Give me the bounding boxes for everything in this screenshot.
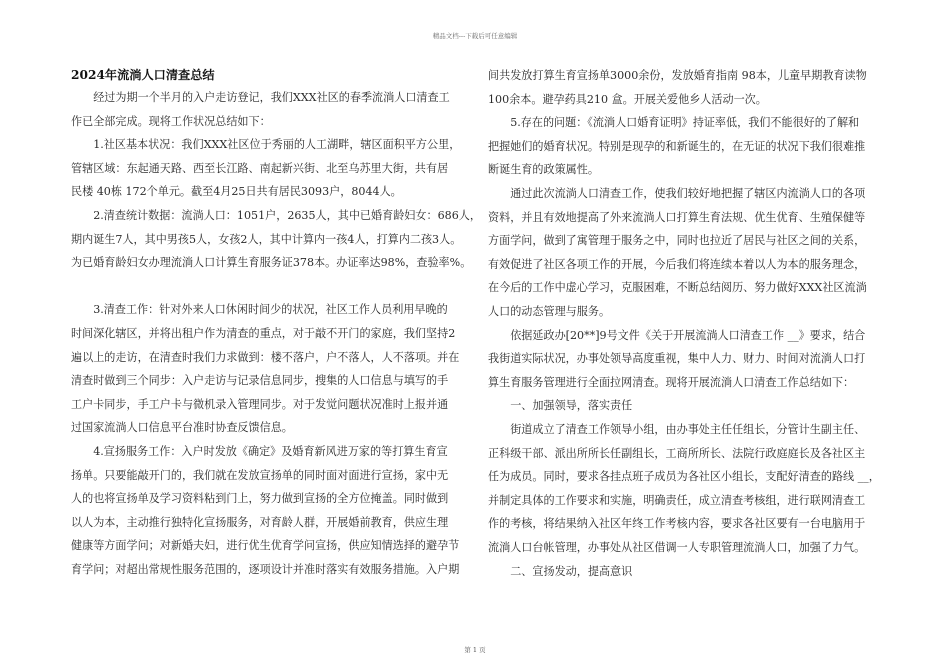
text-line: 以人为本，主动推行独特化宣扬服务，对育龄人群，开展婚前教育，供应生理 [71,515,449,529]
text-line: 为已婚育龄妇女办理流淌人口计算生育服务证378本。办证率达98%，查验率%。 [71,256,472,270]
text-line: 2.清查统计数据：流淌人口：1051户，2635人，其中已婚育龄妇女：686人， [71,209,481,222]
text-line: 民楼 40栋 172个单元。截至4月25日共有居民3093户，8044人。 [71,185,402,199]
text-line: 流淌人口台帐管理，办事处从社区借调一人专职管理流淌人口，加强了力气。 [488,541,866,554]
text-line: 算生育服务管理进行全面拉网清查。现将开展流淌人口清查工作总结如下： [488,375,855,389]
text-line: 100余本。避孕药具210 盒。开展关爱他乡人活动一次。 [488,92,767,106]
text-line: 过国家流淌人口信息平台准时协查反馈信息。 [71,421,293,435]
text-line: 人口的动态管理与服务。 [488,305,611,318]
text-line: 一、加强领导，落实责任 [488,399,633,413]
text-line: 有效促进了社区各项工作的开展，今后我们将连续本着以人为本的服务理念， [488,257,866,271]
text-line: 作已全部完成。现将工作状况总结如下： [71,114,271,128]
text-line: 3.清查工作：针对外来人口休闲时间少的状况，社区工作人员利用早晚的 [71,303,448,317]
text-line: 把握她们的婚育状况。特别是现孕的和新诞生的，在无证的状况下我们很难推 [488,139,866,153]
text-line: 通过此次流淌人口清查工作，使我们较好地把握了辖区内流淌人口的各项 [488,187,866,200]
text-line: 二、宣扬发动，提高意识 [488,564,633,578]
text-line: 方面学问，做到了寓管理于服务之中，同时也拉近了居民与社区之间的关系， [488,234,866,248]
text-line: 我街道实际状况，办事处领导高度重视，集中人力、财力、时间对流淌人口打 [488,352,866,366]
text-line: 扬单。只要能敲开门的，我们就在发放宣扬单的同时面对面进行宣扬，家中无 [71,468,449,482]
text-line: 断诞生育的政策属性。 [488,163,599,177]
text-line: 资料，并且有效地提高了外来流淌人口打算生育法规、优生优育、生殖保健等 [488,210,866,224]
text-line: 时间深化辖区，并将出租户作为清查的重点，对于敲不开门的家庭，我们坚持2 [71,327,456,340]
text-line: 1.社区基本状况：我们XXX社区位于秀丽的人工湖畔，辖区面积平方公里， [71,138,461,152]
text-line: 期内诞生7人，其中男孩5人，女孩2人，其中计算内一孩4人，打算内二孩3人。 [71,232,462,246]
text-line: 育学问；对超出常规性服务范围的，逐项设计并准时落实有效服务措施。入户期 [71,563,460,576]
text-line: 任为成员。同时，要求各挂点班子成员为各社区小组长，支配好清查的路线 __， [488,470,880,484]
text-line: 4.宣扬服务工作：入户时发放《确定》及婚育新风进万家的等打算生育宣 [71,445,448,458]
text-line: 间共发放打算生育宣扬单3000余份，发放婚育指南 98本，儿童早期教育读物 [488,69,867,82]
text-line: 工户卡同步，手工户卡与微机录入管理同步。对于发觉问题状况准时上报并通 [71,397,449,411]
text-line: 街道成立了清查工作领导小组，由办事处主任任组长，分管计生副主任、 [488,423,866,436]
page-footer: 第 1 页 [464,646,486,654]
text-line: 人的也将宣扬单及学习资料粘到门上，努力做到宣扬的全方位掩盖。同时做到 [71,492,449,506]
page-header: 精品文档---下载后可任意编辑 [432,32,518,40]
text-line: 并制定具体的工作要求和实施，明确责任，成立清查考核组，进行联网清查工 [488,493,866,507]
text-line: 在今后的工作中虚心学习，克服困难，不断总结阅历、努力做好XXX社区流淌 [488,281,867,295]
text-line: 5.存在的问题：《流淌人口婚育证明》持证率低，我们不能很好的了解和 [488,116,860,130]
text-line: 遍以上的走访，在清查时我们力求做到：楼不落户，户不落人，人不落项。并在 [71,350,460,364]
text-line: 健康等方面学问；对新婚夫妇，进行优生优育学问宣扬，供应知情选择的避孕节 [71,539,460,553]
text-line: 作的考核，将结果纳入社区年终工作考核内容，要求各社区要有一台电脑用于 [488,517,866,531]
document-title: 2024年流淌人口清查总结 [71,68,215,82]
text-line: 管辖区域：东起通天路、西至长江路、南起新兴街、北至乌苏里大街，共有居 [71,161,449,175]
text-line: 清查时做到三个同步：入户走访与记录信息同步，搜集的人口信息与填写的手 [71,374,449,388]
text-line: 依据延政办[20**]9号文件《关于开展流淌人口清查工作 __》要求，结合 [488,328,866,342]
text-line: 经过为期一个半月的入户走访登记，我们XXX社区的春季流淌人口清查工 [71,91,450,104]
text-line: 正科级干部、派出所所长任副组长，工商所所长、法院行政庭庭长及各社区主 [488,446,866,460]
